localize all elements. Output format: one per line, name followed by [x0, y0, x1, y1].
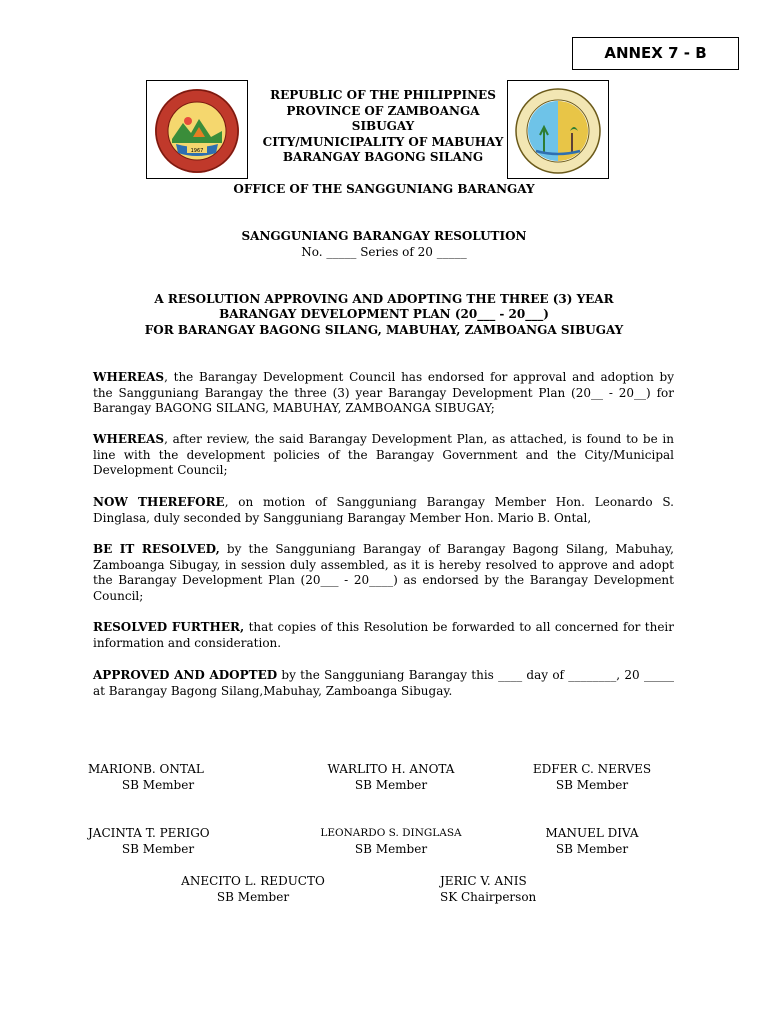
letterhead	[258, 88, 508, 166]
resolution-title: SANGGUNIANG BARANGAY RESOLUTION	[241, 229, 527, 243]
signatory-role: SB Member	[555, 777, 629, 792]
paragraph-lead: RESOLVED FURTHER,	[93, 620, 245, 634]
signatory-name: EDFER C. NERVES	[532, 762, 652, 776]
subject-line-2: BARANGAY DEVELOPMENT PLAN (20___ - 20___)	[219, 307, 549, 321]
now-therefore-paragraph	[93, 495, 674, 526]
signatory-block	[440, 874, 560, 905]
header-line-province: PROVINCE OF ZAMBOANGA SIBUGAY	[286, 103, 480, 134]
subject-line-1: A RESOLUTION APPROVING AND ADOPTING THE THREE (3) YEAR	[154, 292, 614, 306]
barangay-seal-icon	[514, 87, 602, 175]
signatory-name: JACINTA T. PERIGO	[88, 826, 210, 840]
municipality-seal	[146, 80, 248, 179]
signatory-block	[88, 762, 228, 793]
paragraph-text: by the Sangguniang Barangay of Barangay Bagong Silang, Mabuhay, Zamboanga Sibugay, in session duly assembled, as it is hereby resolved to approve and adopt the Barangay Development Plan (20___ - 20____) as endorsed by the Barangay Development Council;	[93, 542, 674, 603]
paragraph-text: , the Barangay Development Council has endorsed for approval and adoption by the Sangguniang Barangay the three (3) year Barangay Development Plan (20__ - 20__) for Barangay BAGONG SILANG, MABUHAY, ZAMBOANGA SIBUGAY;	[93, 370, 674, 416]
signatory-block	[316, 762, 466, 793]
office-line: OFFICE OF THE SANGGUNIANG BARANGAY	[233, 182, 535, 196]
paragraph-text: , on motion of Sangguniang Barangay Member Hon. Leonardo S. Dinglasa, duly seconded by Sangguniang Barangay Member Hon. Mario B. Ontal,	[93, 495, 674, 525]
signatory-role: SB Member	[216, 889, 290, 904]
municipality-seal-icon	[153, 87, 241, 175]
resolution-number: No. _____ Series of 20 _____	[301, 245, 467, 259]
header-line-republic: REPUBLIC OF THE PHILIPPINES	[270, 88, 496, 102]
paragraph-text: , after review, the said Barangay Development Plan, as attached, is found to be in line with the development policies of the Barangay Government and the City/Municipal Development Council;	[93, 432, 674, 478]
paragraph-lead: APPROVED AND ADOPTED	[93, 668, 278, 682]
signatory-role: SK Chairperson	[440, 889, 537, 904]
paragraph-lead: WHEREAS	[93, 370, 165, 384]
whereas-paragraph-1	[93, 370, 674, 417]
signatory-block	[517, 762, 667, 793]
signatory-block	[517, 826, 667, 857]
whereas-paragraph-2	[93, 432, 674, 479]
paragraph-lead: NOW THEREFORE	[93, 495, 225, 509]
signatory-name: MARIONB. ONTAL	[88, 762, 204, 776]
signatory-name: WARLITO H. ANOTA	[327, 762, 455, 776]
signatory-name: ANECITO L. REDUCTO	[181, 874, 325, 888]
signatory-role: SB Member	[354, 777, 428, 792]
signatory-block	[178, 874, 328, 905]
be-it-resolved-paragraph	[93, 542, 674, 604]
barangay-seal	[507, 80, 609, 179]
paragraph-text: that copies of this Resolution be forwarded to all concerned for their information and consideration.	[93, 620, 675, 650]
signatory-role: SB Member	[555, 841, 629, 856]
signatory-role: SB Member	[121, 841, 195, 856]
paragraph-lead: WHEREAS	[93, 432, 165, 446]
signatory-name: LEONARDO S. DINGLASA	[320, 827, 462, 839]
signatory-name: JERIC V. ANIS	[440, 874, 527, 888]
resolved-further-paragraph	[93, 620, 674, 651]
signatory-block	[306, 826, 476, 857]
approved-adopted-paragraph	[93, 668, 674, 699]
signatory-role: SB Member	[354, 841, 428, 856]
header-line-barangay: BARANGAY BAGONG SILANG	[282, 150, 484, 165]
paragraph-text: by the Sangguniang Barangay this ____ day of ________, 20 _____ at Barangay Bagong Silang,Mabuhay, Zamboanga Sibugay.	[93, 668, 674, 698]
signatory-name: MANUEL DIVA	[545, 826, 639, 840]
svg-text:1967: 1967	[190, 148, 204, 154]
header-line-municipality: CITY/MUNICIPALITY OF MABUHAY	[262, 134, 504, 149]
signatory-block	[88, 826, 228, 857]
paragraph-lead: BE IT RESOLVED,	[93, 542, 220, 556]
signatory-role: SB Member	[121, 777, 195, 792]
annex-label: ANNEX 7 - B	[572, 37, 739, 70]
subject-line-3: FOR BARANGAY BAGONG SILANG, MABUHAY, ZAMBOANGA SIBUGAY	[144, 323, 624, 337]
